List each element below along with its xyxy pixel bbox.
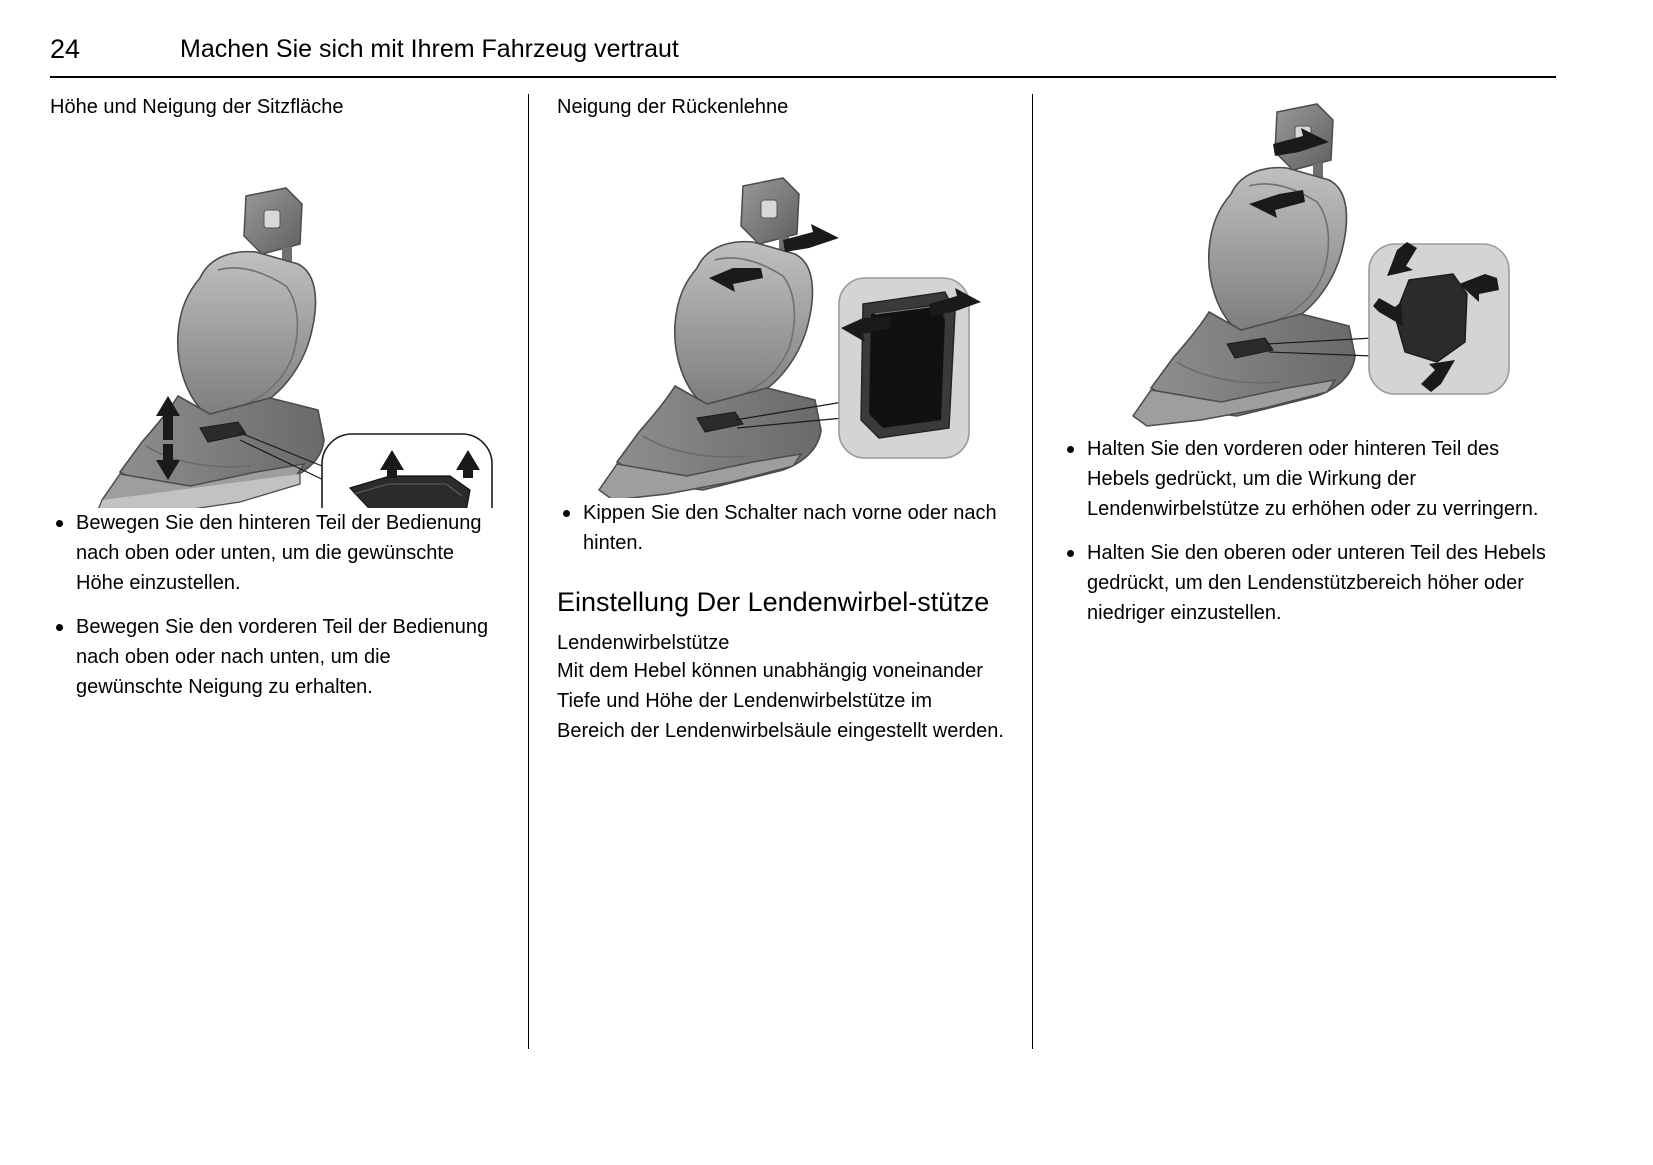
sub-heading-lumbar: Lendenwirbelstütze <box>557 632 730 654</box>
list-item: Kippen Sie den Schalter nach vorne oder nach hinten. <box>557 498 1004 558</box>
section-heading-seat-height: Höhe und Neigung der Sitzfläche <box>50 96 344 118</box>
column-one <box>50 94 528 1049</box>
lumbar-support-figure <box>1061 94 1556 434</box>
header-divider <box>50 76 1556 78</box>
column-two <box>528 94 1032 1049</box>
content-columns <box>50 94 1556 1049</box>
backrest-tilt-figure <box>557 128 1004 498</box>
list-item: Halten Sie den oberen oder unteren Teil des Hebels gedrückt, um den Lendenstützbereich höher oder niedriger einzustellen. <box>1061 538 1556 628</box>
backrest-tilt-bullets <box>557 498 1004 558</box>
list-item: Halten Sie den vorderen oder hinteren Teil des Hebels gedrückt, um die Wirkung der Lendenwirbelstütze zu erhöhen oder zu verringern. <box>1061 434 1556 524</box>
page-header <box>50 34 1554 64</box>
section-heading-lumbar-adjust: Einstellung Der Lendenwirbel-stütze <box>557 587 990 617</box>
column-three <box>1032 94 1556 1049</box>
seat-height-tilt-figure <box>50 128 500 508</box>
list-item: Bewegen Sie den hinteren Teil der Bedienung nach oben oder unten, um die gewünschte Höhe einzustellen. <box>50 508 500 598</box>
section-heading-backrest-tilt: Neigung der Rückenlehne <box>557 96 789 118</box>
seat-height-bullets <box>50 508 500 702</box>
lumbar-support-bullets <box>1061 434 1556 628</box>
lumbar-body-text: Mit dem Hebel können unabhängig voneinander Tiefe und Höhe der Lendenwirbelstütze im Bereich der Lendenwirbelsäule eingestellt werden. <box>557 660 1004 742</box>
page-title: Machen Sie sich mit Ihrem Fahrzeug vertraut <box>180 35 679 63</box>
page-number: 24 <box>50 34 81 64</box>
list-item: Bewegen Sie den vorderen Teil der Bedienung nach oben oder nach unten, um die gewünschte Neigung zu erhalten. <box>50 612 500 702</box>
